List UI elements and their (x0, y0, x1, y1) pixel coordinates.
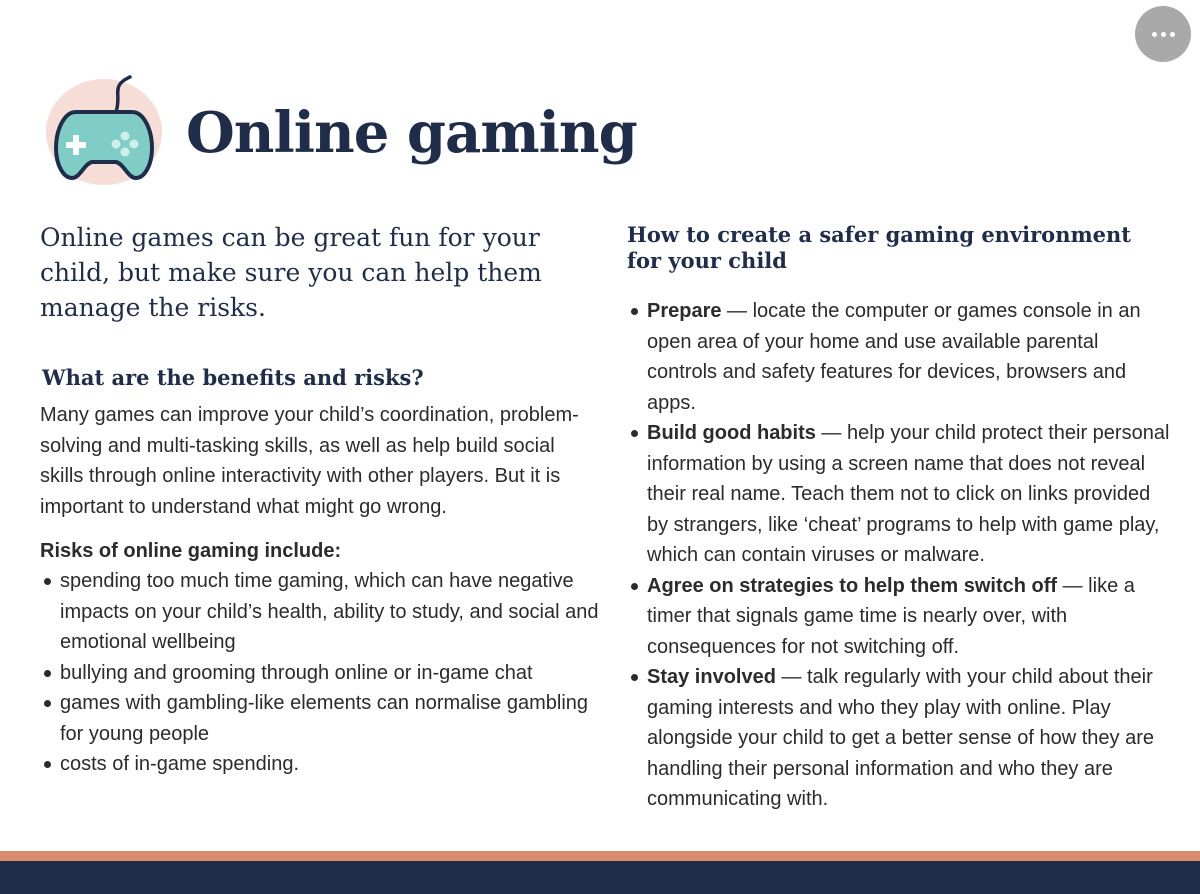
list-item (631, 418, 1171, 571)
tip-title: Prepare (647, 300, 722, 322)
tip-text: — talk regularly with your child about their gaming interests and who they play with online. Play alongside your child to get a better sense of how they are handling their personal information and who they are communicating with. (647, 666, 1154, 810)
game-controller-icon (42, 68, 166, 188)
bullet-icon (631, 583, 638, 590)
list-item (631, 296, 1171, 418)
bullet-icon (44, 700, 51, 707)
list-item-text: spending too much time gaming, which can have negative impacts on your child’s health, ability to study, and social and emotional wellbeing (60, 570, 599, 653)
bullet-icon (631, 674, 638, 681)
benefits-heading: What are the benefits and risks? (42, 365, 424, 390)
bullet-icon (631, 430, 638, 437)
tip-title: Stay involved (647, 666, 776, 688)
intro-text: Online games can be great fun for your child, but make sure you can help them manage the risks. (40, 223, 542, 322)
risks-heading: Risks of online gaming include: (40, 540, 342, 562)
tip-text: — like a timer that signals game time is nearly over, with consequences for not switching off. (647, 574, 1135, 658)
bullet-icon (631, 308, 638, 315)
page-title: Online gaming (186, 100, 637, 166)
list-item-text: costs of in-game spending. (60, 753, 300, 775)
tip-text: — help your child protect their personal information by using a screen name that does not reveal their real name. Teach them not to click on links provided by strangers, like ‘cheat’ programs to help with game play, which can contain viruses or malware. (647, 422, 1170, 566)
tip-title: Agree on strategies to help them switch off (647, 574, 1058, 597)
bullet-icon (44, 670, 51, 677)
risks-list (44, 566, 604, 780)
bullet-icon (44, 761, 51, 768)
tip-text: — locate the computer or games console in an open area of your home and use available parental controls and safety features for devices, browsers and apps. (647, 300, 1141, 414)
tips-list (631, 296, 1171, 815)
list-item (631, 662, 1171, 815)
footer-accent-bar (0, 851, 1200, 861)
safer-heading: How to create a safer gaming environment for your child (627, 222, 1132, 273)
more-horizontal-icon (1152, 32, 1175, 37)
list-item (44, 749, 604, 780)
footer-bar (0, 861, 1200, 894)
list-item (44, 566, 604, 658)
tip-title: Build good habits (647, 422, 816, 444)
list-item (631, 571, 1171, 663)
more-options-button[interactable] (1135, 6, 1191, 62)
benefits-paragraph: Many games can improve your child’s coordination, problem-solving and multi-tasking skills, as well as help build social skills through online interactivity with other players. But it is important to understand what might go wrong. (40, 404, 579, 518)
bullet-icon (44, 578, 51, 585)
list-item (44, 658, 604, 689)
list-item-text: bullying and grooming through online or in-game chat (60, 661, 533, 684)
list-item-text: games with gambling-like elements can normalise gambling for young people (60, 692, 589, 745)
list-item (44, 688, 604, 749)
